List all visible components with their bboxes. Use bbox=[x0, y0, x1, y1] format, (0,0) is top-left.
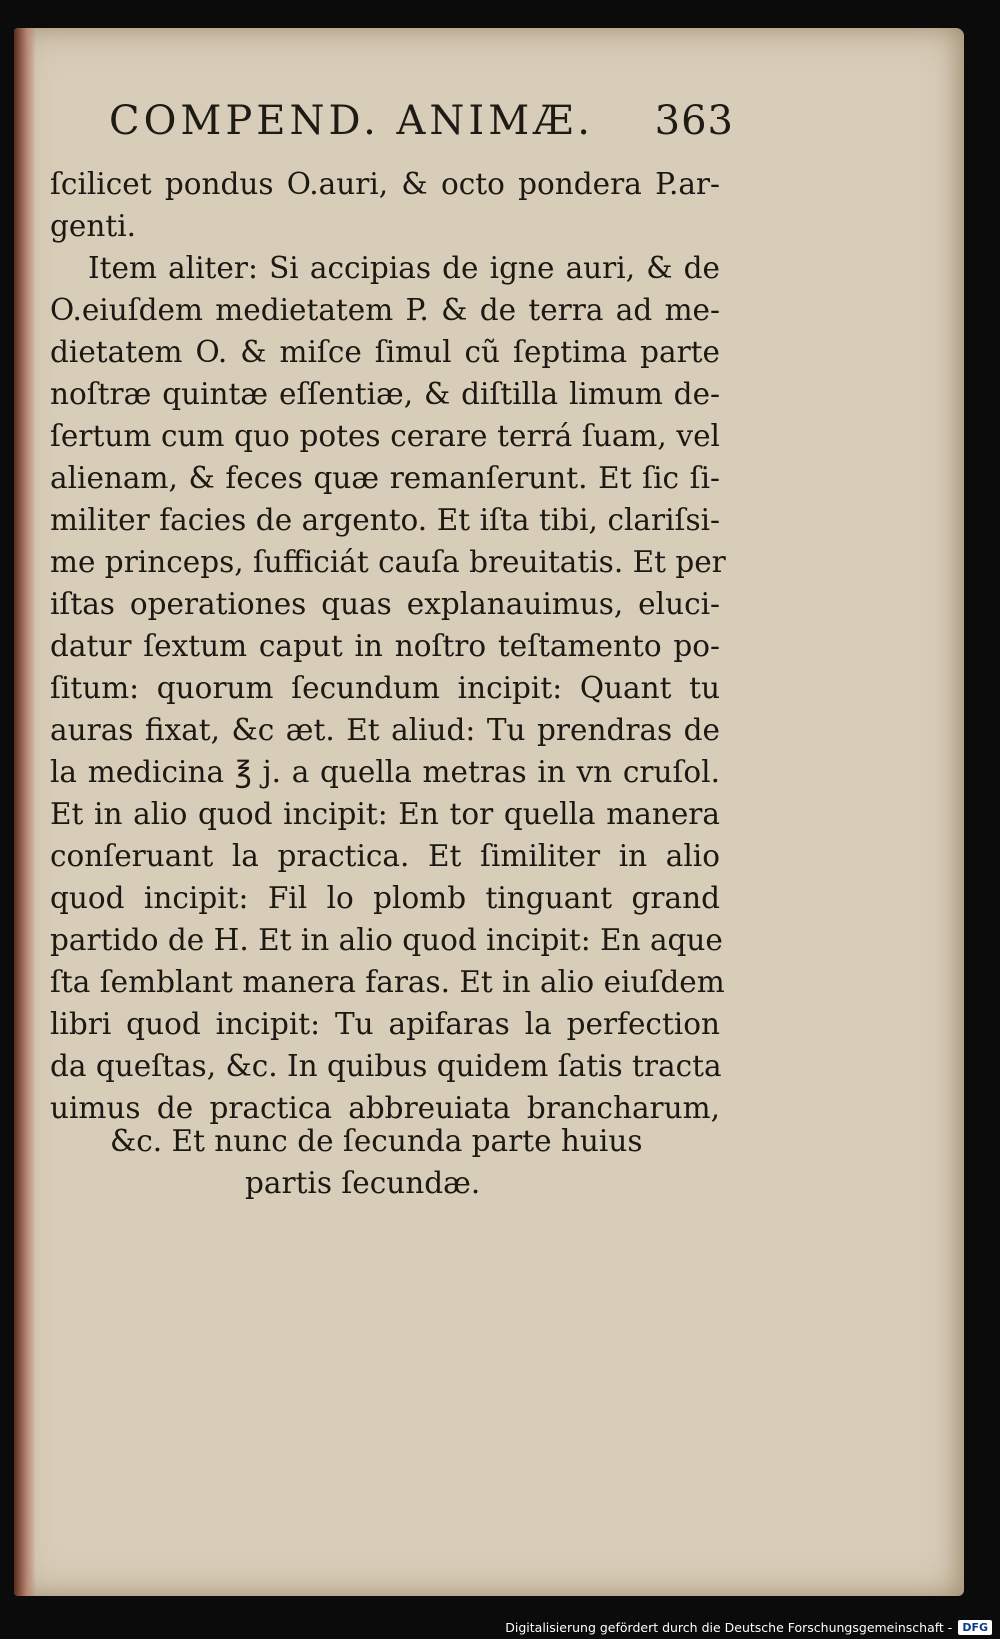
book-page bbox=[14, 28, 964, 1596]
running-title: COMPEND. ANIMÆ. bbox=[109, 98, 594, 144]
text-line: libri quod incipit: Tu apifaras la perfection bbox=[50, 1007, 720, 1041]
text-line: iſtas operationes quas explanauimus, eluci- bbox=[50, 587, 720, 621]
text-line: datur ſextum caput in noſtro teſtamento po- bbox=[50, 629, 720, 663]
text-line: partido de H. Et in alio quod incipit: En aque bbox=[50, 923, 723, 957]
text-line: noſtræ quintæ eſſentiæ, & diſtilla limum de- bbox=[50, 377, 720, 411]
credit-text: Digitalisierung gefördert durch die Deutsche Forschungsgemeinschaft - bbox=[505, 1620, 953, 1635]
text-line: da queſtas, &c. In quibus quidem ſatis tracta bbox=[50, 1049, 722, 1083]
closing-line: &c. Et nunc de ſecunda parte huius bbox=[110, 1124, 643, 1158]
text-line: genti. bbox=[50, 209, 137, 243]
folio-number: 363 bbox=[654, 98, 734, 144]
body-text bbox=[50, 163, 726, 1129]
text-line: ſitum: quorum ſecundum incipit: Quant tu bbox=[50, 671, 720, 705]
page-header bbox=[109, 98, 734, 144]
text-line: Et in alio quod incipit: En tor quella manera bbox=[50, 797, 720, 831]
closing-line: partis ſecundæ. bbox=[245, 1166, 481, 1200]
text-line: ſcilicet pondus O.auri, & octo pondera P.ar- bbox=[50, 167, 720, 201]
text-line: conſeruant la practica. Et ſimiliter in alio bbox=[50, 839, 720, 873]
closing-lines bbox=[50, 1120, 720, 1204]
text-line: ſertum cum quo potes cerare terrá ſuam, vel bbox=[50, 419, 720, 453]
text-line: O.eiuſdem medietatem P. & de terra ad me- bbox=[50, 293, 720, 327]
text-line: la medicina ℥ j. a quella metras in vn cruſol. bbox=[50, 755, 720, 789]
text-line: alienam, & feces quæ remanſerunt. Et ſic ſi- bbox=[50, 461, 720, 495]
text-line: auras fixat, &c æt. Et aliud: Tu prendras de bbox=[50, 713, 720, 747]
digitization-credit bbox=[505, 1620, 992, 1635]
text-line: me princeps, ſufficiát cauſa breuitatis. Et per bbox=[50, 545, 726, 579]
text-line: ſta ſemblant manera faras. Et in alio eiuſdem bbox=[50, 965, 725, 999]
text-line: militer facies de argento. Et iſta tibi, clariſsi- bbox=[50, 503, 720, 537]
dfg-logo: DFG bbox=[958, 1620, 992, 1635]
text-line: Item aliter: Si accipias de igne auri, & de bbox=[88, 251, 720, 285]
text-line: dietatem O. & miſce ſimul cũ ſeptima parte bbox=[50, 335, 720, 369]
text-line: quod incipit: Fil lo plomb tinguant grand bbox=[50, 881, 720, 915]
text-line: uimus de practica abbreuiata brancharum, bbox=[50, 1091, 720, 1125]
